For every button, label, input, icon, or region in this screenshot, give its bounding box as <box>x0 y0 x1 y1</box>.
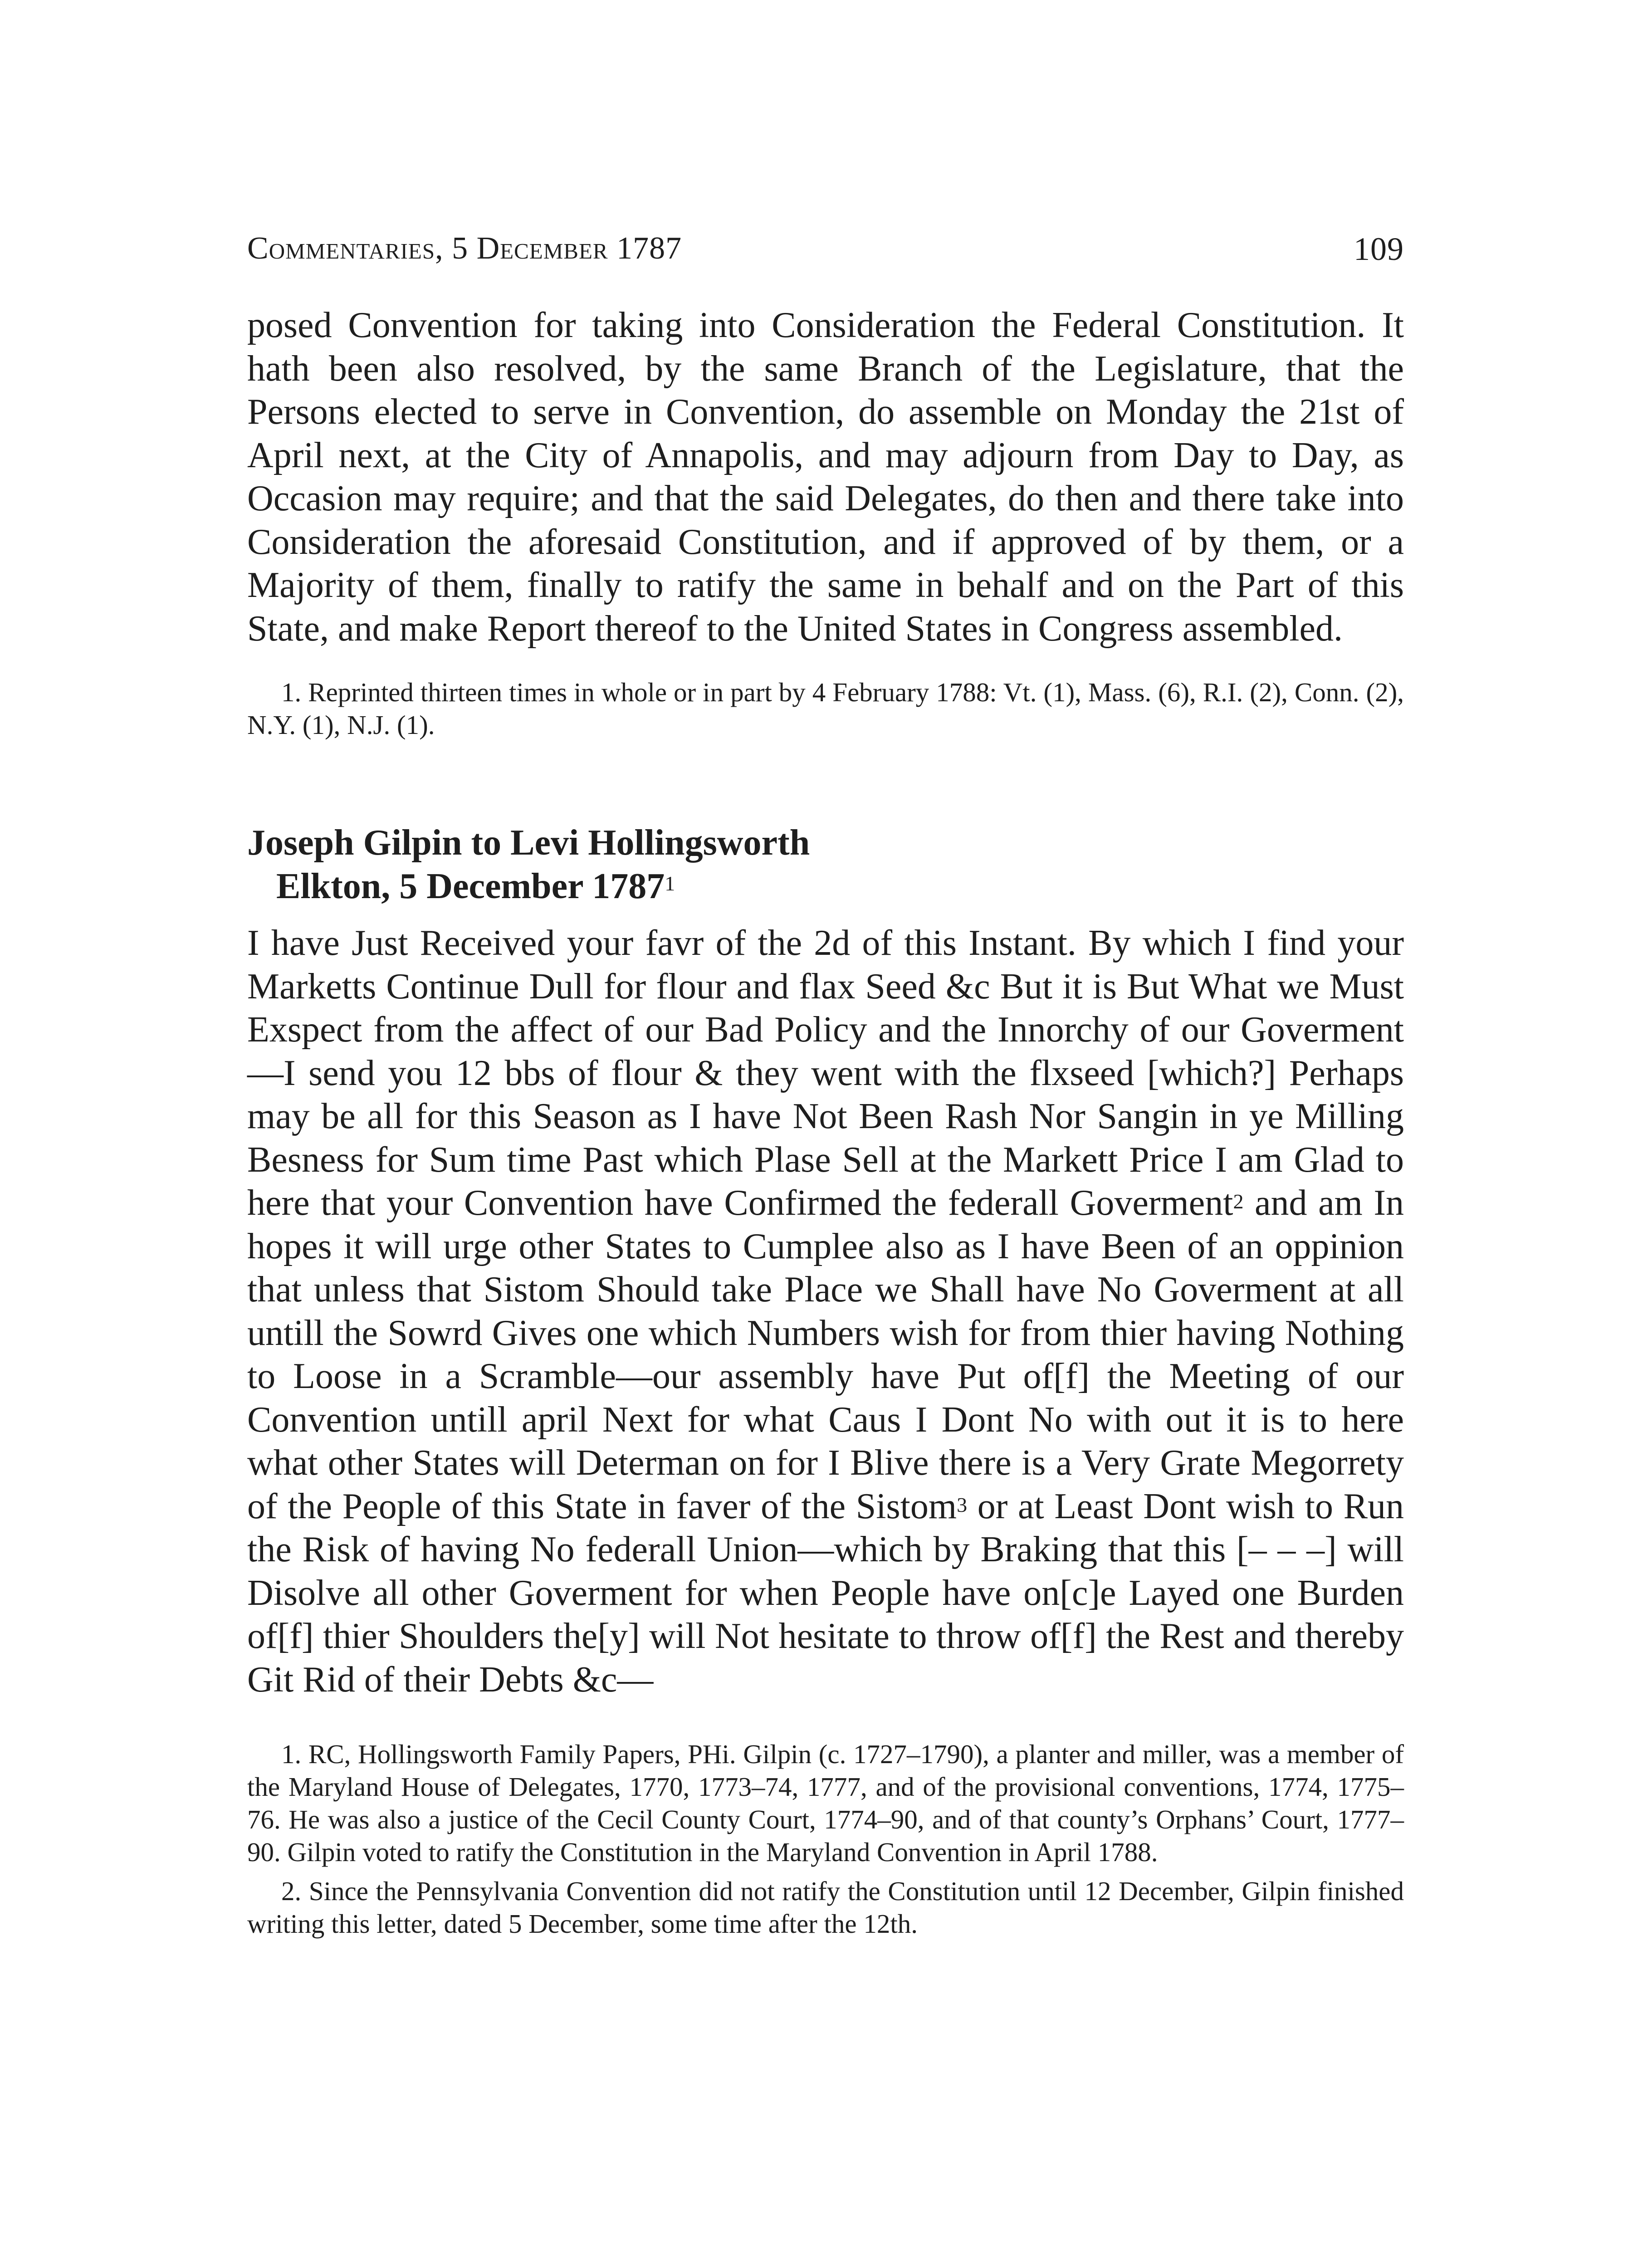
footnote-ref: 2 <box>1233 1190 1244 1213</box>
footnote-ref: 1 <box>665 872 675 895</box>
paragraph: posed Convention for taking into Consideration the Federal Constitution. It hath been also resolved, by the same Branch of the Legislature, that the Persons elected to serve in Convention, do assemble on Monday the 21st of April next, at the City of Annapolis, and may adjourn from Day to Day, as Occasion may require; and that the said Delegates, do then and there take into Consideration the aforesaid Constitution, and if approved of by them, or a Majority of them, finally to ratify the same in behalf and on the Part of this State, and make Report thereof to the United States in Congress assembled. <box>247 305 1404 649</box>
heading-line-2 <box>247 865 1404 908</box>
heading-place-date: Elkton, 5 December 1787 <box>276 866 665 906</box>
footnotes-previous <box>247 676 1404 741</box>
running-head-title: Commentaries, 5 December 1787 <box>247 231 682 266</box>
document-heading <box>247 821 1404 908</box>
footnote: 1. RC, Hollingsworth Family Papers, PHi. Gilpin (c. 1727–1790), a planter and miller, was a member of the Maryland House of Delegates, 1770, 1773–74, 1777, and of the provisional conventions, 1774, 1775–76. He was also a justice of the Cecil County Court, 1774–90, and of that county’s Orphans’ Court, 1777–90. Gilpin voted to ratify the Constitution in the Maryland Convention in April 1788. <box>247 1739 1404 1867</box>
letter-text <box>247 922 1404 1701</box>
footnote: 1. Reprinted thirteen times in whole or in part by 4 February 1788: Vt. (1), Mass. (6), R.I. (2), Conn. (2), N.Y. (1), N.J. (1). <box>247 677 1404 740</box>
footnotes-document <box>247 1738 1404 1940</box>
page-number: 109 <box>1354 231 1404 267</box>
footnote-ref: 3 <box>957 1493 968 1516</box>
letter-text-part-3: or at Least Dont wish to Run the Risk of having No federall Union—which by Braking that this [– – –] will Disolve all other Goverment for when People have on[c]e Layed one Burden of[f] thier Shoulders the[y] will Not hesitate to throw of[f] the Rest and thereby Git Rid of their Debts &c— <box>247 1486 1404 1700</box>
footnote: 2. Since the Pennsylvania Convention did not ratify the Constitution until 12 December, Gilpin finished writing this letter, dated 5 December, some time after the 12th. <box>247 1876 1404 1939</box>
heading-line-1: Joseph Gilpin to Levi Hollingsworth <box>247 823 810 863</box>
running-head <box>247 221 1404 276</box>
continued-paragraph <box>247 304 1404 650</box>
letter-text-part-1: I have Just Received your favr of the 2d of this Instant. By which I find your Marketts Continue Dull for flour and flax Seed &c But it is But What we Must Exspect from the affect of our Bad Policy and the Innorchy of our Goverment—I send you 12 bbs of flour & they went with the flxseed [which?] Perhaps may be all for this Season as I have Not Been Rash Nor Sangin in ye Milling Besness for Sum time Past which Plase Sell at the Markett Price I am Glad to here that your Convention have Confirmed the federall Goverment <box>247 923 1404 1223</box>
letter-text-part-2: and am In hopes it will urge other States to Cumplee also as I have Been of an oppinion that unless that Sistom Should take Place we Shall have No Goverment at all untill the Sowrd Gives one which Numbers wish for from thier having Nothing to Loose in a Scramble—our assembly have Put of[f] the Meeting of our Convention untill april Next for what Caus I Dont No with out it is to here what other States will Determan on for I Blive there is a Very Grate Megorrety of the People of this State in faver of the Sistom <box>247 1183 1404 1526</box>
book-page <box>247 221 1404 1940</box>
